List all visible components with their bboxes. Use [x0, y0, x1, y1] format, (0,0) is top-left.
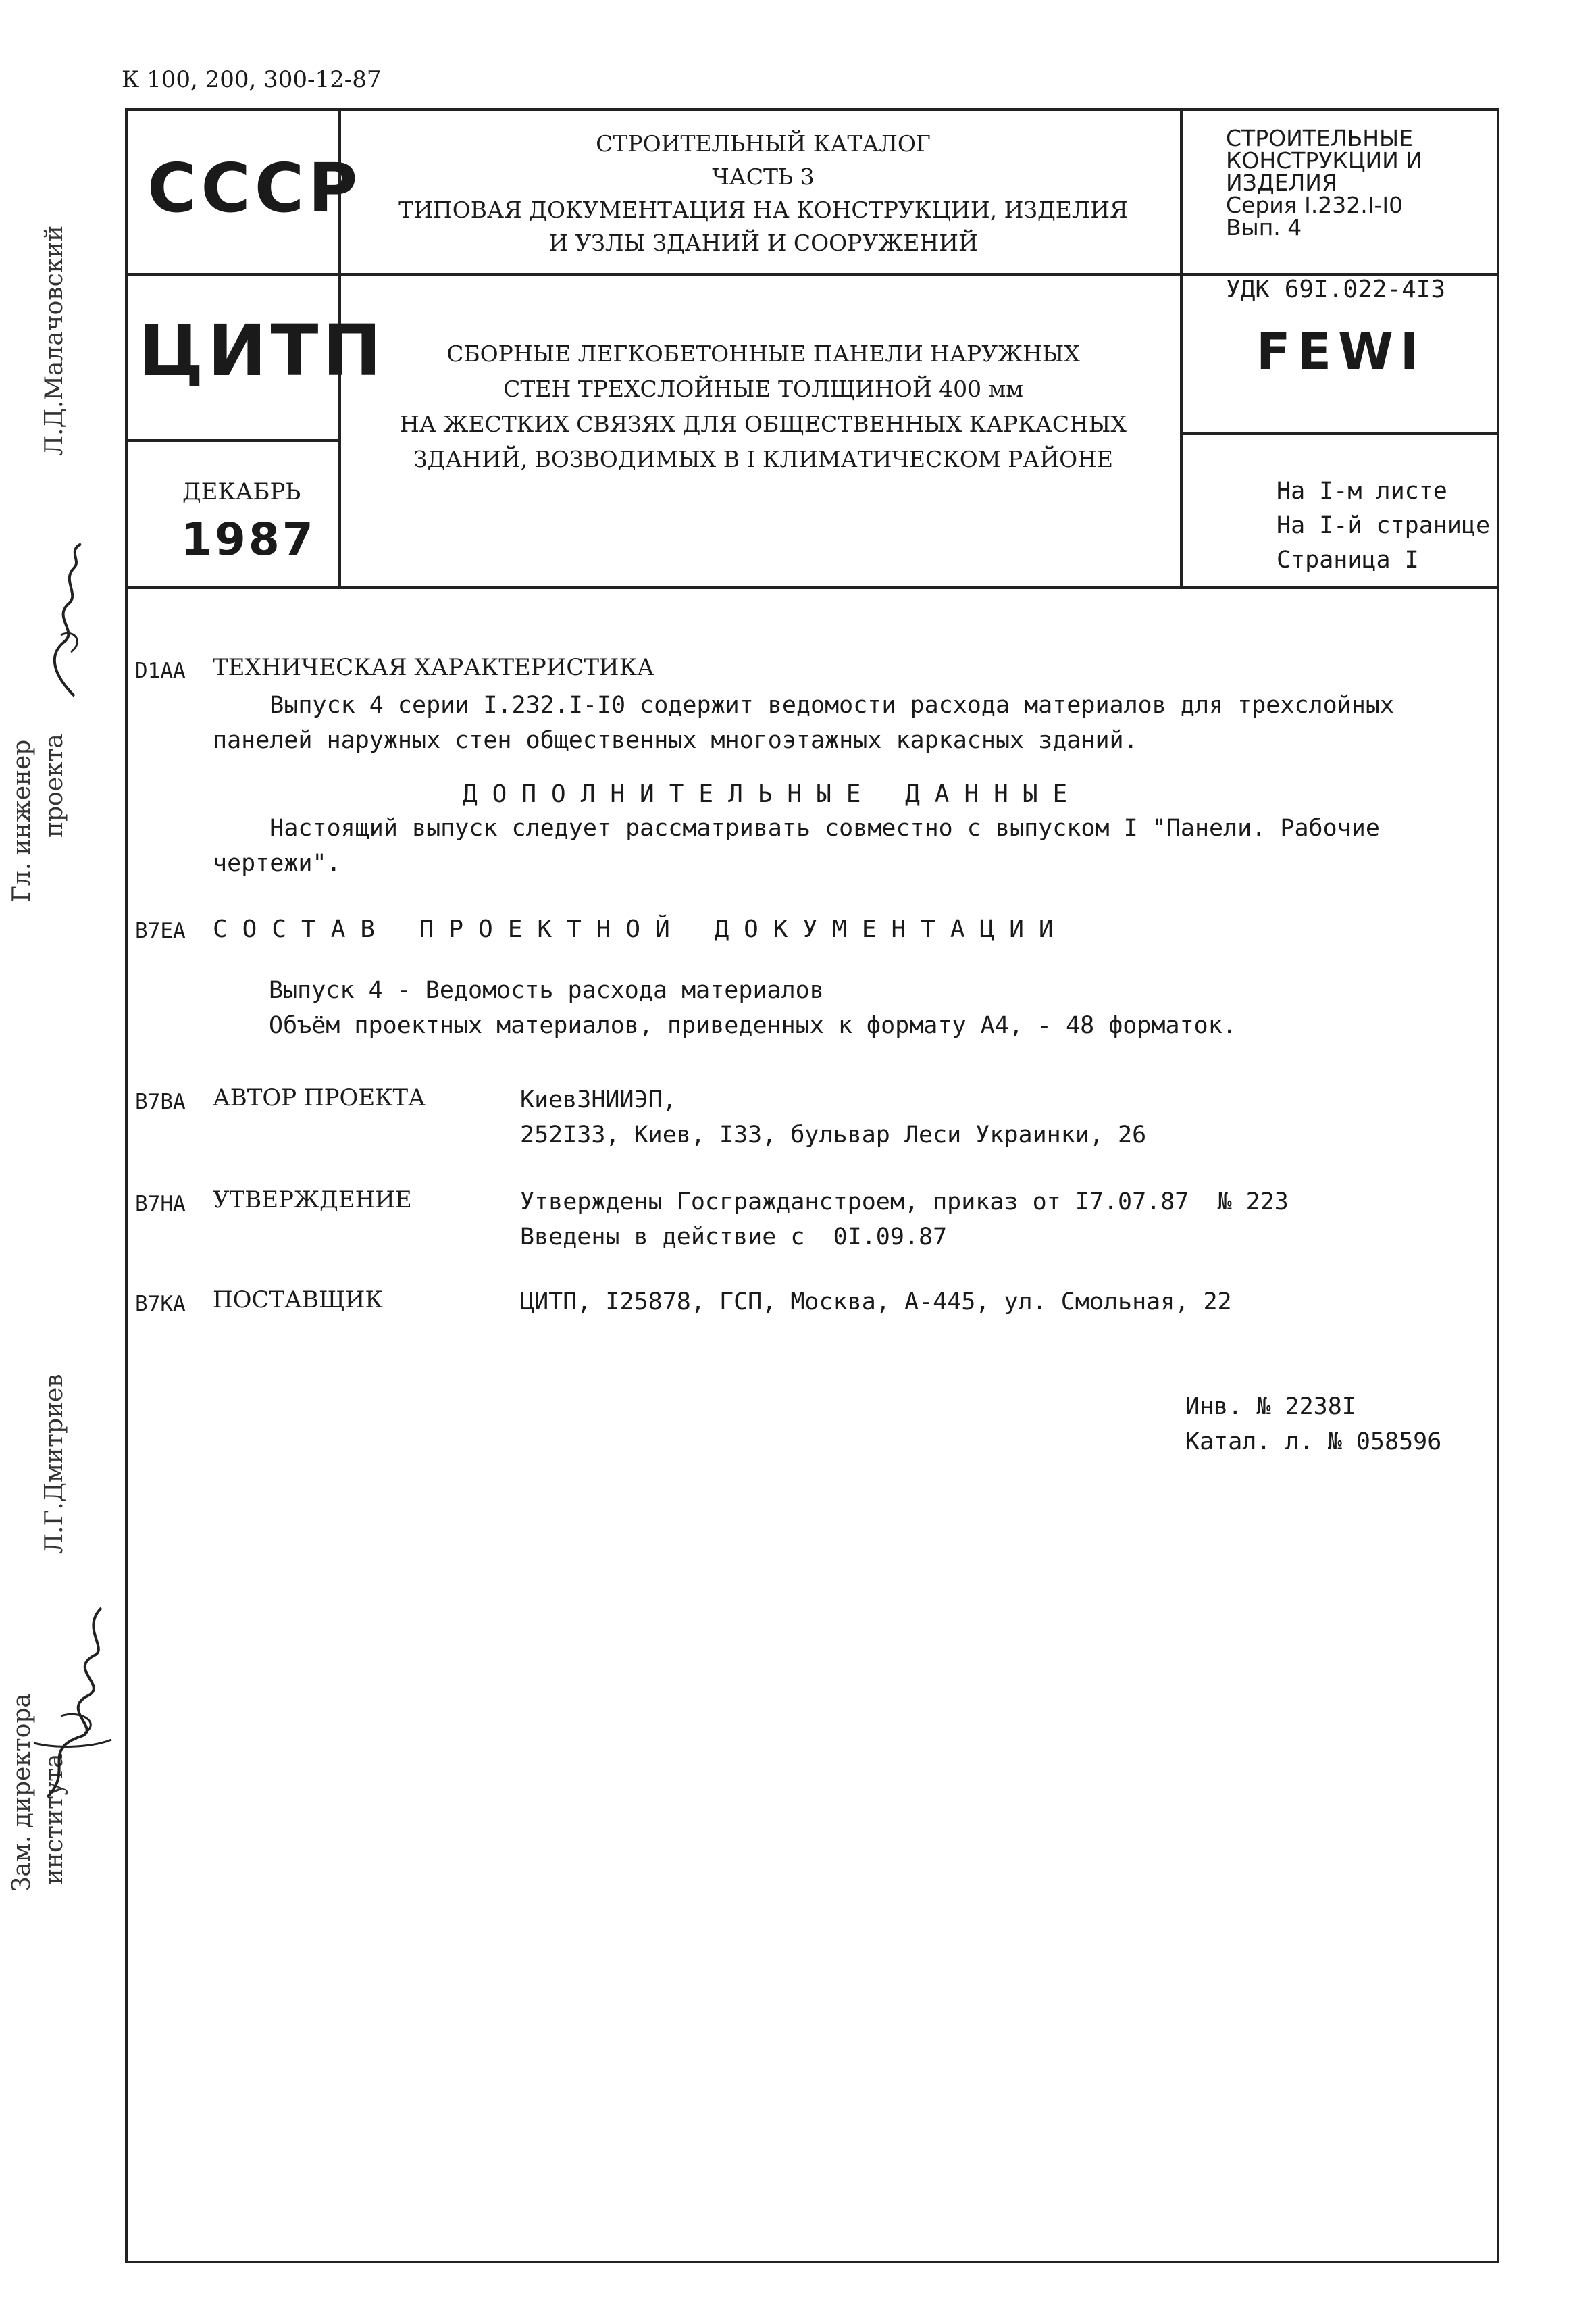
- margin-role-1b: проекта: [41, 734, 68, 838]
- section-title-tech: ТЕХНИЧЕСКАЯ ХАРАКТЕРИСТИКА: [213, 654, 654, 681]
- supplier-label: ПОСТАВЩИК: [213, 1286, 383, 1313]
- classification-code: FEWI: [1256, 323, 1426, 381]
- citp-mark: ЦИТП: [138, 309, 386, 392]
- section-code: D1AA: [135, 659, 186, 683]
- margin-role-2a: Зам. директора: [8, 1693, 36, 1892]
- ussr-mark: СССР: [147, 149, 362, 228]
- series-info: СТРОИТЕЛЬНЫЕ КОНСТРУКЦИИ И ИЗДЕЛИЯ Серия I.232.I-I0 Вып. 4: [1226, 125, 1423, 241]
- signature-1: [27, 540, 101, 703]
- extra-line-1: Настоящий выпуск следует рассматривать совместно с выпуском I "Панели. Рабочие: [213, 815, 1380, 842]
- divider: [128, 586, 1497, 589]
- sheet-info: На I-м листе На I-й странице Страница I: [1277, 478, 1491, 574]
- divider: [128, 439, 340, 442]
- section-code: B7BA: [135, 1090, 186, 1114]
- extra-line-2: чертежи".: [213, 850, 341, 877]
- divider: [1181, 432, 1497, 435]
- section-code: B7KA: [135, 1292, 186, 1316]
- udk-code: УДК 69I.022-4I3: [1226, 276, 1446, 303]
- section-code: B7EA: [135, 919, 186, 943]
- tech-line-1: Выпуск 4 серии I.232.I-I0 содержит ведомости расхода материалов для трехслойных: [213, 692, 1394, 719]
- section-code: B7HA: [135, 1192, 186, 1216]
- tech-line-2: панелей наружных стен общественных многоэтажных каркасных зданий.: [213, 727, 1138, 754]
- section-title-composition: СОСТАВ ПРОЕКТНОЙ ДОКУМЕНТАЦИИ: [213, 915, 1069, 943]
- composition-line-2: Объём проектных материалов, приведенных к формату А4, - 48 форматок.: [269, 1012, 1237, 1039]
- issue-year: 1987: [181, 513, 316, 565]
- section-title-extra: ДОПОЛНИТЕЛЬНЫЕ ДАННЫЕ: [463, 780, 1083, 808]
- catalog-title: СТРОИТЕЛЬНЫЙ КАТАЛОГ ЧАСТЬ 3 ТИПОВАЯ ДОКУМЕНТАЦИЯ НА КОНСТРУКЦИИ, ИЗДЕЛИЯ И УЗЛЫ ЗДАНИЙ И СООРУЖЕНИЙ: [398, 130, 1128, 256]
- signature-2: [20, 1594, 115, 1804]
- author-line-1: КиевЗНИИЭП,: [520, 1086, 677, 1113]
- author-label: АВТОР ПРОЕКТА: [213, 1084, 426, 1111]
- author-line-2: 252I33, Киев, I33, бульвар Леси Украинки, 26: [520, 1122, 1147, 1149]
- margin-name-2: Л.Г.Дмитриев: [41, 1374, 68, 1554]
- margin-role-1a: Гл. инженер: [8, 739, 36, 902]
- issue-month: ДЕКАБРЬ: [182, 478, 301, 505]
- document-title: СБОРНЫЕ ЛЕГКОБЕТОННЫЕ ПАНЕЛИ НАРУЖНЫХ СТЕН ТРЕХСЛОЙНЫЕ ТОЛЩИНОЙ 400 мм НА ЖЕСТКИХ СВЯЗЯХ ДЛЯ ОБЩЕСТВЕННЫХ КАРКАСНЫХ ЗДАНИЙ, ВОЗВОДИМЫХ В I КЛИМАТИЧЕСКОМ РАЙОНЕ: [400, 341, 1127, 472]
- margin-role-2b: института: [41, 1753, 68, 1885]
- inventory-number: Инв. № 2238I: [1185, 1393, 1356, 1420]
- composition-line-1: Выпуск 4 - Ведомость расхода материалов: [269, 977, 824, 1004]
- catalog-sheet-number: Катал. л. № 058596: [1185, 1428, 1442, 1455]
- approval-line-2: Введены в действие с 0I.09.87: [520, 1224, 948, 1251]
- approval-line-1: Утверждены Госгражданстроем, приказ от I7.07.87 № 223: [520, 1188, 1289, 1215]
- document-code: К 100, 200, 300-12-87: [122, 66, 382, 93]
- supplier-line-1: ЦИТП, I25878, ГСП, Москва, А-445, ул. Смольная, 22: [520, 1288, 1232, 1315]
- approval-label: УТВЕРЖДЕНИЕ: [213, 1186, 412, 1213]
- margin-name-1: Л.Д.Малачовский: [41, 225, 68, 456]
